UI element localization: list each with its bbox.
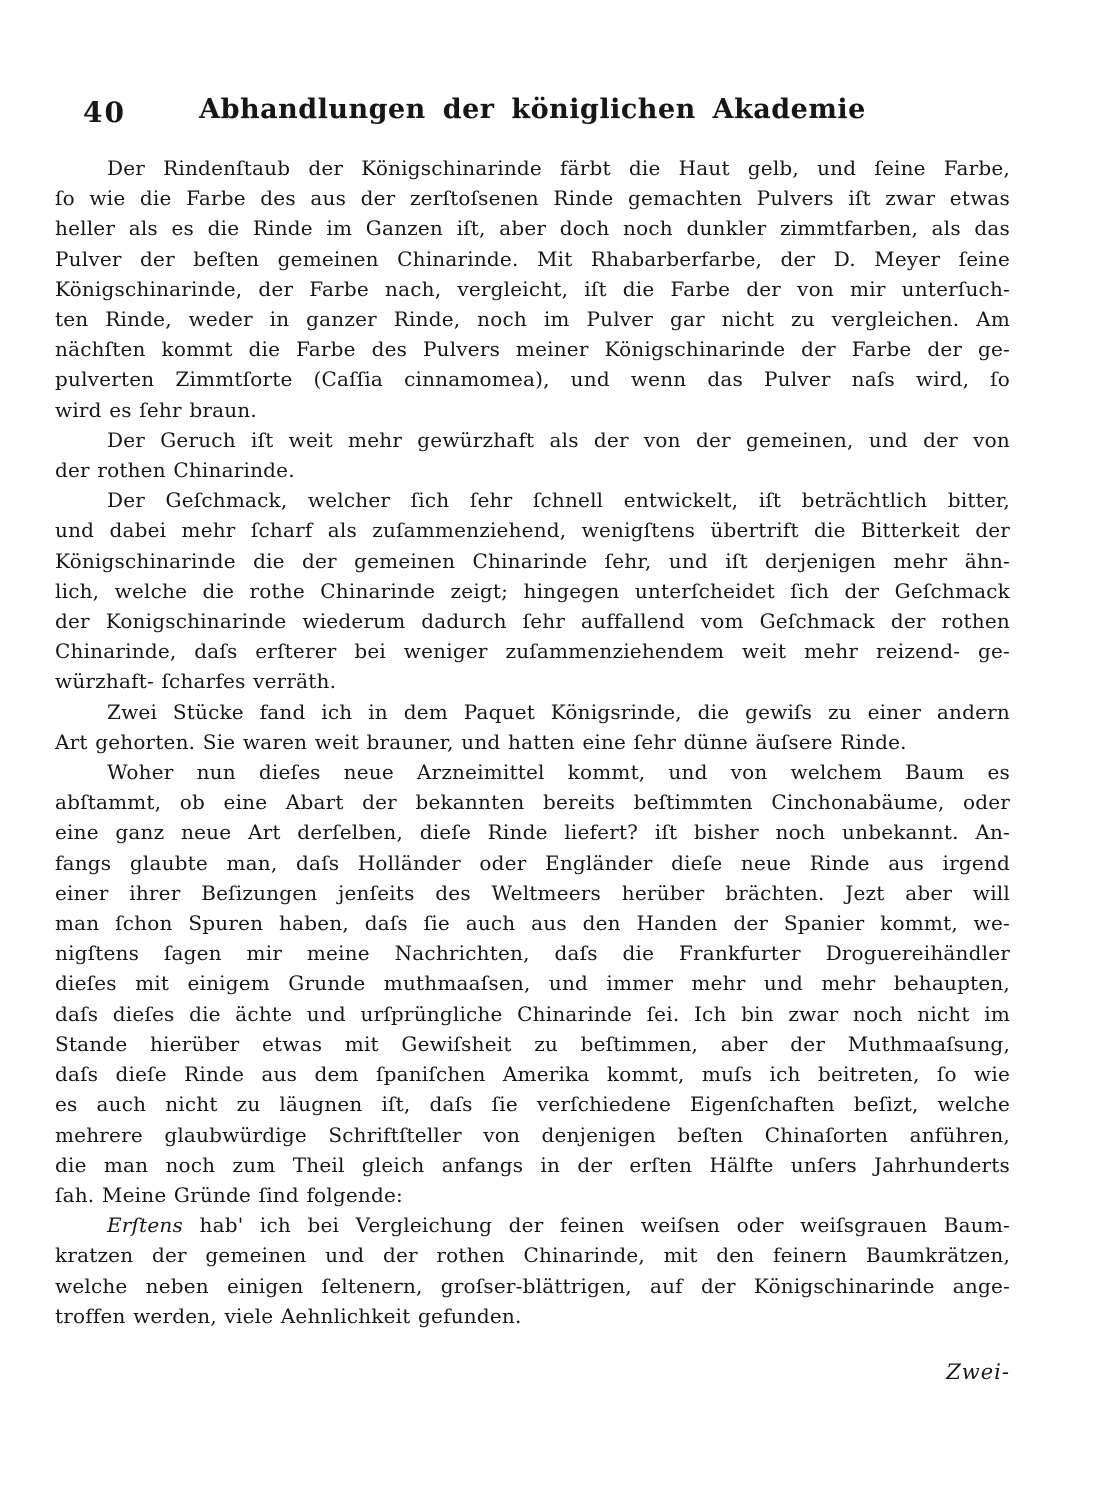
text-line: troffen werden, viele Aehnlichkeit gefunden. bbox=[55, 1303, 522, 1328]
text-line: Woher nun dieſes neue Arzneimittel kommt, und von welchem Baum es bbox=[107, 760, 1010, 785]
text-line: Chinarinde, daſs erſterer bei weniger zuſammenziehendem weit mehr reizend- ge- bbox=[55, 639, 1010, 664]
text-line: lich, welche die rothe Chinarinde zeigt; hingegen unterſcheidet ſich der Geſchmack bbox=[55, 578, 1010, 603]
text-line: daſs dieſes die ächte und urſprüngliche Chinarinde ſei. Ich bin zwar noch nicht im bbox=[55, 1001, 1010, 1026]
text-line: heller als es die Rinde im Ganzen iſt, aber doch noch dunkler zimmtfarben, als das bbox=[55, 216, 1010, 241]
text-line: die man noch zum Theil gleich anfangs in der erſten Hälfte unſers Jahrhunderts bbox=[55, 1152, 1010, 1177]
text-line: Königschinarinde die der gemeinen Chinarinde ſehr, und iſt derjenigen mehr ähn- bbox=[55, 548, 1010, 573]
text-line: es auch nicht zu läugnen iſt, daſs ſie verſchiedene Eigenſchaften beſizt, welche bbox=[55, 1092, 1010, 1117]
text-line: man ſchon Spuren haben, daſs ſie auch aus den Handen der Spanier kommt, we- bbox=[55, 911, 1010, 936]
text-line: Königschinarinde, der Farbe nach, vergleicht, iſt die Farbe der von mir unterſuch- bbox=[55, 276, 1010, 301]
text-line: und dabei mehr ſcharf als zuſammenziehend, wenigſtens übertrift die Bitterkeit der bbox=[55, 518, 1010, 543]
text-line: Der Rindenſtaub der Königschinarinde färbt die Haut gelb, und ſeine Farbe, bbox=[107, 156, 1010, 180]
text-line: Der Geſchmack, welcher ſich ſehr ſchnell entwickelt, iſt beträchtlich bitter, bbox=[107, 488, 1010, 513]
paragraph bbox=[55, 485, 1010, 696]
text-line: Art gehorten. Sie waren weit brauner, und hatten eine ſehr dünne äuſsere Rinde. bbox=[55, 729, 907, 754]
text-line: eine ganz neue Art derſelben, dieſe Rinde liefert? iſt bisher noch unbekannt. An- bbox=[55, 820, 1010, 845]
text-line: Stande hierüber etwas mit Gewiſsheit zu beſtimmen, aber der Muthmaaſsung, bbox=[55, 1031, 1010, 1056]
text-line: nigſtens ſagen mir meine Nachrichten, daſs die Frankfurter Droguereihändler bbox=[55, 941, 1010, 966]
text-line: pulverten Zimmtſorte (Caſſia cinnamomea), und wenn das Pulver naſs wird, ſo bbox=[55, 367, 1010, 392]
text-line: einer ihrer Beſizungen jenſeits des Weltmeers herüber brächten. Jezt aber will bbox=[55, 880, 1010, 905]
text-line: kratzen der gemeinen und der rothen Chinarinde, mit den feinern Baumkrätzen, bbox=[55, 1243, 1010, 1268]
text-line: daſs dieſe Rinde aus dem ſpaniſchen Amerika kommt, muſs ich beitreten, ſo wie bbox=[55, 1062, 1010, 1087]
text-line: Zwei Stücke fand ich in dem Paquet Königsrinde, die gewiſs zu einer andern bbox=[107, 699, 1010, 724]
text-line: fangs glaubte man, daſs Holländer oder Engländer dieſe neue Rinde aus irgend bbox=[55, 850, 1010, 875]
paragraph bbox=[55, 757, 1010, 1210]
running-title: Abhandlungen der königlichen Akademie bbox=[199, 94, 866, 125]
text-line: ten Rinde, weder in ganzer Rinde, noch im Pulver gar nicht zu vergleichen. Am bbox=[55, 307, 1010, 332]
page-header bbox=[55, 94, 1010, 134]
text-line: dieſes mit einigem Grunde muthmaaſsen, und immer mehr und mehr behaupten, bbox=[55, 971, 1010, 996]
text-line: welche neben einigen ſeltenern, groſser-blättrigen, auf der Königschinarinde ange- bbox=[55, 1273, 1010, 1298]
text-line: ſo wie die Farbe des aus der zerſtoſsenen Rinde gemachten Pulvers iſt zwar etwas bbox=[55, 186, 1010, 211]
text-line: mehrere glaubwürdige Schriftſteller von denjenigen beſten Chinaſorten anführen, bbox=[55, 1122, 1010, 1147]
catchword: Zwei- bbox=[946, 1360, 1010, 1384]
page-number: 40 bbox=[83, 96, 126, 129]
text-line: wird es ſehr braun. bbox=[55, 397, 257, 422]
text-line: der rothen Chinarinde. bbox=[55, 458, 295, 483]
text-line: Erſtens hab' ich bei Vergleichung der feinen weiſsen oder weiſsgrauen Baum- bbox=[107, 1213, 1010, 1238]
text-line: nächſten kommt die Farbe des Pulvers meiner Königschinarinde der Farbe der ge- bbox=[55, 337, 1010, 362]
text-line: Der Geruch iſt weit mehr gewürzhaft als der von der gemeinen, und der von bbox=[107, 427, 1010, 452]
paragraph bbox=[55, 697, 1010, 757]
paragraph bbox=[55, 153, 1010, 425]
paragraph bbox=[55, 1210, 1010, 1331]
text-line: abſtammt, ob eine Abart der bekannten bereits beſtimmten Cinchonabäume, oder bbox=[55, 790, 1010, 815]
text-block bbox=[55, 153, 1010, 1331]
paragraph bbox=[55, 425, 1010, 485]
text-line: würzhaft- ſcharfes verräth. bbox=[55, 669, 337, 694]
text-line: ſah. Meine Gründe ſind folgende: bbox=[55, 1182, 403, 1207]
italic-lead-word: Erſtens bbox=[107, 1213, 183, 1238]
text-line: Pulver der beſten gemeinen Chinarinde. Mit Rhabarberfarbe, der D. Meyer ſeine bbox=[55, 246, 1010, 271]
text-line: der Konigschinarinde wiederum dadurch ſehr auffallend vom Geſchmack der rothen bbox=[55, 609, 1010, 634]
